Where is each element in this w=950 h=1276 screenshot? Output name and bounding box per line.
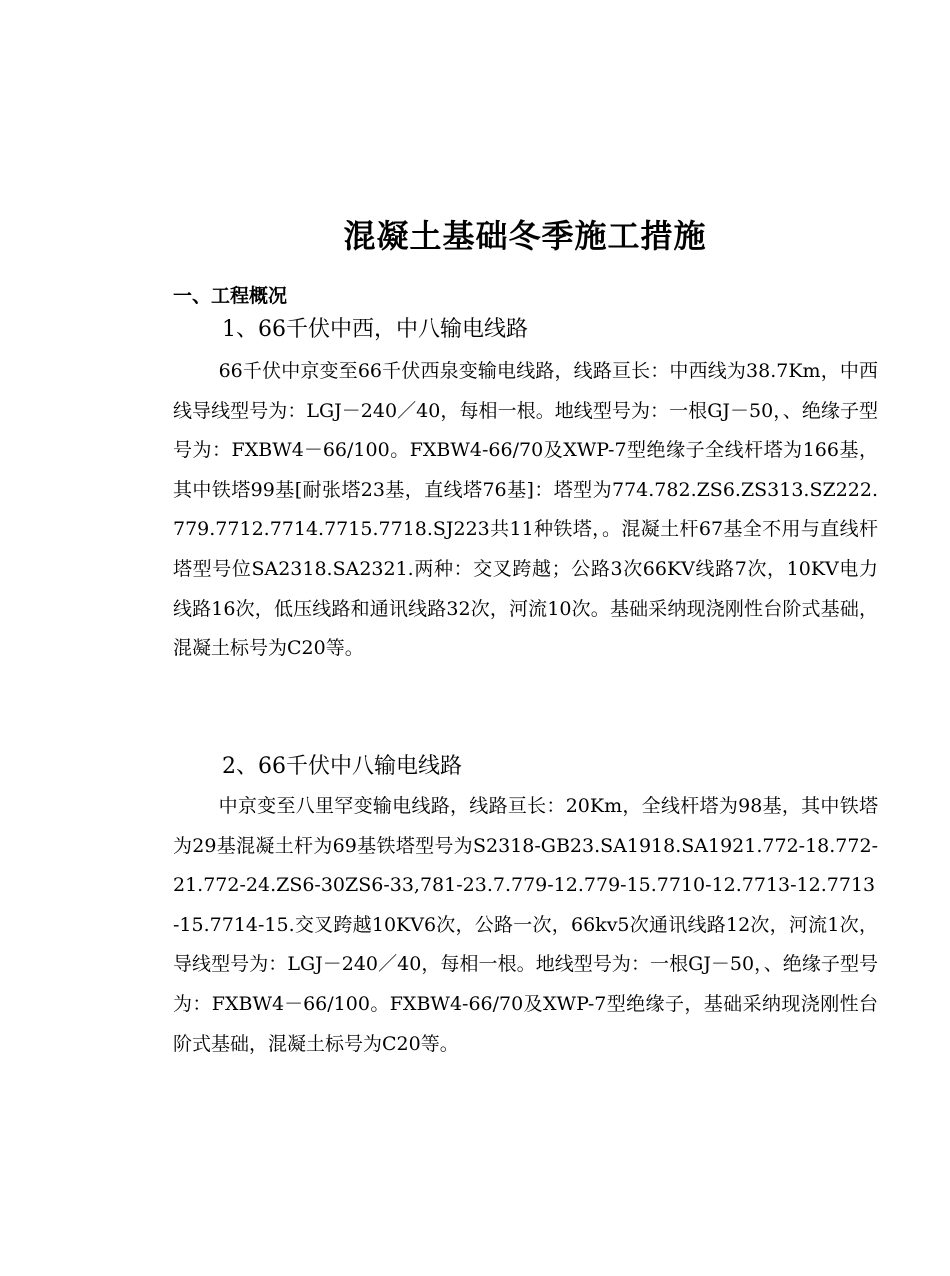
paragraph-zhongba-line-description: 中京变至八里罕变输电线路，线路亘长：20Km，全线杆塔为98基，其中铁塔为29基混凝土杆为69基铁塔型号为S2318-GB23.SA1918.SA1921.772-18.772-21.772-24.ZS6-30ZS6-33,781-23.7.779-12.779-15.7710-12.7713-12.7713-15.7714-15.交叉跨越10KV6次，公路一次，66kv5次通讯线路12次，河流1次，导线型号为：LGJ－240／40，每相一根。地线型号为：一根GJ－50，、绝缘子型号为：FXBW4－66/100。FXBW4-66/70及XWP-7型绝缘子，基础采纳现浇刚性台阶式基础，混凝土标号为C20等。 [173,795,878,1055]
subsection-heading-zhongba-line: 2、66千伏中八输电线路 [222,754,462,779]
document-title: 混凝土基础冬季施工措施 [343,217,707,255]
section-heading-project-overview: 一、工程概况 [173,285,288,307]
paragraph-zhongxi-line-description: 66千伏中京变至66千伏西泉变输电线路，线路亘长：中西线为38.7Km，中西线导线型号为：LGJ－240／40，每相一根。地线型号为：一根GJ－50，、绝缘子型号为：FXBW4－66/100。FXBW4-66/70及XWP-7型绝缘子全线杆塔为166基，其中铁塔99基[耐张塔23基，直线塔76基]：塔型为774.782.ZS6.ZS313.SZ222.779.7712.7714.7715.7718.SJ223共11种铁塔，。混凝土杆67基全不用与直线杆塔型号位SA2318.SA2321.两种：交叉跨越；公路3次66KV线路7次，10KV电力线路16次，低压线路和通讯线路32次，河流10次。基础采纳现浇刚性台阶式基础，混凝土标号为C20等。 [173,360,878,660]
subsection-heading-zhongxi-zhongba-line: 1、66千伏中西，中八输电线路 [222,317,528,342]
